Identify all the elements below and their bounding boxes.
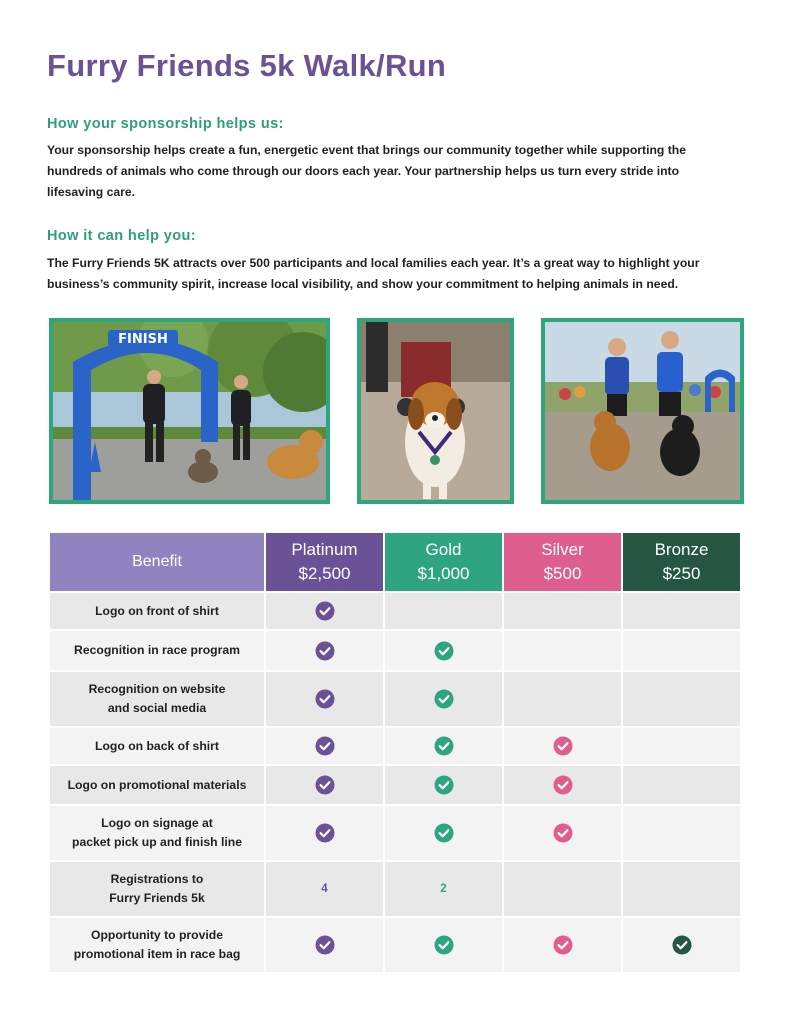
- tier-header-platinum: [266, 533, 383, 591]
- tier-name: Gold: [425, 540, 462, 559]
- check-icon: [315, 689, 335, 709]
- sponsorship-tier-table: [48, 531, 742, 974]
- benefit-label-line: packet pick up and finish line: [72, 835, 242, 849]
- benefit-rows: [50, 593, 740, 972]
- tier-name: Platinum: [291, 540, 358, 559]
- finish-line-image: [53, 322, 326, 500]
- registration-count: 4: [321, 883, 328, 895]
- benefit-label-line: Logo on signage at: [101, 816, 213, 830]
- tier-cell-bronze: [623, 593, 740, 629]
- tier-cell-silver: [504, 672, 621, 726]
- check-icon: [434, 775, 454, 795]
- tier-cell-silver: [504, 593, 621, 629]
- check-icon: [315, 823, 335, 843]
- dog-harness-image: [361, 322, 510, 500]
- benefit-row: [50, 631, 740, 670]
- sponsorship-body: Your sponsorship helps create a fun, energetic event that brings our community together while supporting the hundreds of animals who come through our doors each year. Your partnership helps us turn every stride into lifesaving care.: [47, 143, 687, 199]
- benefit-row: [50, 728, 740, 764]
- tier-cell-platinum: [266, 806, 383, 860]
- benefit-row: [50, 593, 740, 629]
- tier-price: $1,000: [417, 564, 470, 583]
- benefit-row: [50, 918, 740, 972]
- help-heading: How it can help you:: [47, 228, 196, 244]
- tier-cell-platinum: [266, 862, 383, 916]
- tier-cell-silver: [504, 862, 621, 916]
- photo-runners-dogs: [541, 318, 744, 504]
- tier-cell-silver: [504, 918, 621, 972]
- runners-dogs-image: [545, 322, 740, 500]
- tier-name: Bronze: [654, 540, 709, 559]
- benefit-label-line: Furry Friends 5k: [109, 891, 205, 905]
- benefit-label: [50, 806, 264, 860]
- benefit-label-line: Registrations to: [110, 872, 204, 886]
- benefit-label-line: Logo on back of shirt: [95, 738, 219, 753]
- registration-count: 2: [440, 883, 447, 895]
- tier-header-row: [50, 533, 740, 591]
- tier-cell-platinum: [266, 593, 383, 629]
- tier-header-gold: [385, 533, 502, 591]
- tier-cell-bronze: [623, 631, 740, 670]
- tier-cell-gold: [385, 593, 502, 629]
- tier-cell-gold: [385, 918, 502, 972]
- benefit-row: [50, 806, 740, 860]
- check-icon: [315, 736, 335, 756]
- tier-cell-gold: [385, 631, 502, 670]
- check-icon: [553, 935, 573, 955]
- tier-cell-platinum: [266, 728, 383, 764]
- tier-price: $500: [543, 564, 582, 583]
- check-icon: [315, 601, 335, 621]
- tier-cell-bronze: [623, 672, 740, 726]
- tier-cell-gold: [385, 672, 502, 726]
- benefit-label-line: promotional item in race bag: [73, 947, 241, 961]
- help-body: The Furry Friends 5K attracts over 500 participants and local families each year. It’s a great way to highlight your business’s community spirit, increase local visibility, and show your commitment to helping animals in need.: [47, 256, 700, 291]
- benefit-label: [50, 862, 264, 916]
- tier-cell-bronze: [623, 862, 740, 916]
- benefit-label-line: Recognition in race program: [74, 643, 240, 657]
- tier-cell-silver: [504, 806, 621, 860]
- benefit-label-line: Logo on front of shirt: [95, 603, 219, 618]
- tier-cell-platinum: [266, 766, 383, 804]
- check-icon: [672, 935, 692, 955]
- benefit-row: [50, 766, 740, 804]
- check-icon: [434, 641, 454, 661]
- tier-header-silver: [504, 533, 621, 591]
- check-icon: [434, 689, 454, 709]
- check-icon: [315, 775, 335, 795]
- tier-cell-platinum: [266, 918, 383, 972]
- benefit-label: [50, 593, 264, 629]
- photo-dog-harness: [357, 318, 514, 504]
- page-title: Furry Friends 5k Walk/Run: [47, 48, 447, 83]
- benefit-row: [50, 862, 740, 916]
- tier-cell-gold: [385, 862, 502, 916]
- tier-cell-bronze: [623, 728, 740, 764]
- tier-cell-gold: [385, 766, 502, 804]
- tier-cell-silver: [504, 728, 621, 764]
- check-icon: [315, 641, 335, 661]
- tier-cell-silver: [504, 631, 621, 670]
- check-icon: [434, 823, 454, 843]
- benefit-label-line: Opportunity to provide: [90, 928, 224, 942]
- benefit-label-line: Recognition on website: [88, 682, 226, 696]
- check-icon: [434, 935, 454, 955]
- check-icon: [315, 935, 335, 955]
- photo-finish-line: [49, 318, 330, 504]
- benefit-label: [50, 918, 264, 972]
- tier-cell-gold: [385, 806, 502, 860]
- check-icon: [553, 823, 573, 843]
- benefit-label: [50, 672, 264, 726]
- benefit-label: [50, 631, 264, 670]
- benefit-label: [50, 766, 264, 804]
- sponsorship-heading: How your sponsorship helps us:: [47, 116, 284, 132]
- benefit-label-line: and social media: [107, 701, 207, 715]
- benefit-column-header: Benefit: [50, 533, 264, 591]
- check-icon: [553, 775, 573, 795]
- tier-cell-silver: [504, 766, 621, 804]
- tier-price: $2,500: [298, 564, 351, 583]
- tier-price: $250: [662, 564, 701, 583]
- tier-cell-gold: [385, 728, 502, 764]
- benefit-label: [50, 728, 264, 764]
- tier-header-bronze: [623, 533, 740, 591]
- finish-banner-text: FINISH: [118, 332, 168, 347]
- tier-cell-platinum: [266, 631, 383, 670]
- benefit-row: [50, 672, 740, 726]
- tier-name: Silver: [541, 540, 584, 559]
- tier-cell-platinum: [266, 672, 383, 726]
- check-icon: [553, 736, 573, 756]
- tier-cell-bronze: [623, 918, 740, 972]
- tier-cell-bronze: [623, 806, 740, 860]
- check-icon: [434, 736, 454, 756]
- tier-cell-bronze: [623, 766, 740, 804]
- benefit-label-line: Logo on promotional materials: [67, 777, 247, 792]
